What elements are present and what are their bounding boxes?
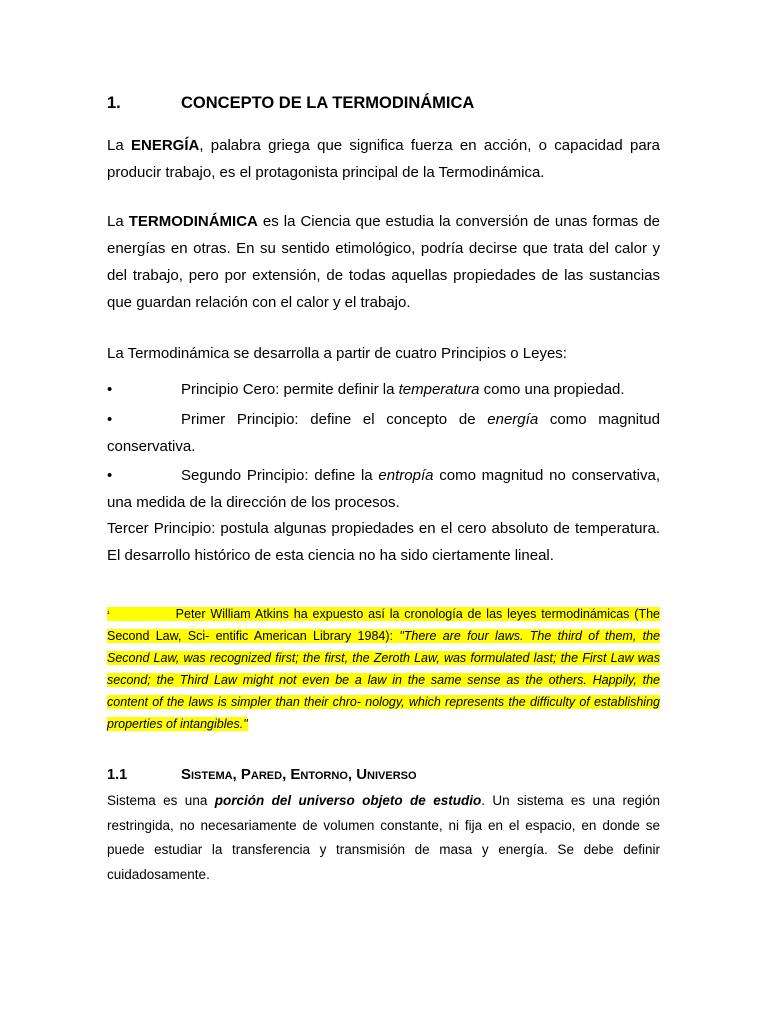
subsection-number: 1.1 bbox=[107, 767, 128, 783]
footnote-marker: ¹ bbox=[107, 609, 110, 618]
paragraph-energia bbox=[107, 132, 660, 186]
para1-post: , palabra griega que significa fuerza en acción, o capacidad para producir trabajo, es el protagonista principal de la Termodinámica. bbox=[107, 137, 660, 181]
bullet-emphasis: entropía bbox=[378, 467, 434, 484]
bullet-item bbox=[107, 406, 660, 460]
bullet-emphasis: energía bbox=[487, 411, 539, 428]
bullet-text: como una propiedad. bbox=[479, 381, 625, 398]
section-number: 1. bbox=[107, 94, 121, 112]
para5-emphasis: porción del universo objeto de estudio bbox=[214, 793, 482, 808]
footnote-text: Peter William Atkins ha expuesto así la cronología de las leyes termodinámicas (The Second Law, Sci- entific American Library 1984): bbox=[107, 607, 660, 643]
para2-bold: TERMODINÁMICA bbox=[128, 213, 258, 230]
para5-pre: Sistema es una bbox=[107, 793, 215, 808]
footnote-quote: "There are four laws. The third of them, the Second Law, was recognized first; the first, the Zeroth Law, was formulated last; the First Law was second; the Third Law might not even be a law in the same sense as the others. Happily, the content of the laws is simpler than their chro- nology, which represents the difficulty of establishing properties of intangibles." bbox=[107, 629, 660, 731]
bullet-icon: • bbox=[107, 381, 113, 398]
bullet-text: como magnitud no conservativa, una medida de la dirección de los procesos. bbox=[107, 467, 660, 511]
bullet-text: como magnitud conservativa. bbox=[107, 411, 660, 455]
bullet-icon: • bbox=[107, 411, 113, 428]
section-title: CONCEPTO DE LA TERMODINÁMICA bbox=[181, 94, 475, 112]
bullet-emphasis: temperatura bbox=[398, 381, 480, 398]
footnote bbox=[107, 603, 660, 735]
bullet-item bbox=[107, 462, 660, 516]
bullet-text: Segundo Principio: define la bbox=[181, 467, 379, 484]
para1-bold: ENERGÍA bbox=[130, 137, 200, 154]
paragraph-tercer-principio: Tercer Principio: postula algunas propiedades en el cero absoluto de temperatura. El desarrollo histórico de esta ciencia no ha sido ciertamente lineal. bbox=[107, 520, 660, 564]
bullet-text: Principio Cero: permite definir la bbox=[181, 381, 399, 398]
para5-post: . Un sistema es una región restringida, no necesariamente de volumen constante, ni fija en el espacio, en donde se puede estudiar la transferencia y transmisión de masa y energía. Se debe definir cuidadosamente. bbox=[107, 793, 660, 882]
paragraph-sistema bbox=[107, 789, 660, 887]
paragraph-principios-intro: La Termodinámica se desarrolla a partir de cuatro Principios o Leyes: bbox=[107, 345, 567, 362]
subsection-title: Sistema, Pared, Entorno, Universo bbox=[181, 766, 417, 783]
bullet-item bbox=[107, 376, 660, 403]
para2-post: es la Ciencia que estudia la conversión de unas formas de energías en otras. En su sentido etimológico, podría decirse que trata del calor y del trabajo, pero por extensión, de todas aquellas propiedades de las sustancias que guardan relación con el calor y el trabajo. bbox=[107, 213, 661, 311]
bullet-icon: • bbox=[107, 467, 113, 484]
para2-pre: La bbox=[107, 213, 129, 230]
para1-pre: La bbox=[107, 137, 131, 154]
bullet-text: Primer Principio: define el concepto de bbox=[181, 411, 488, 428]
paragraph-termodinamica bbox=[107, 208, 660, 316]
